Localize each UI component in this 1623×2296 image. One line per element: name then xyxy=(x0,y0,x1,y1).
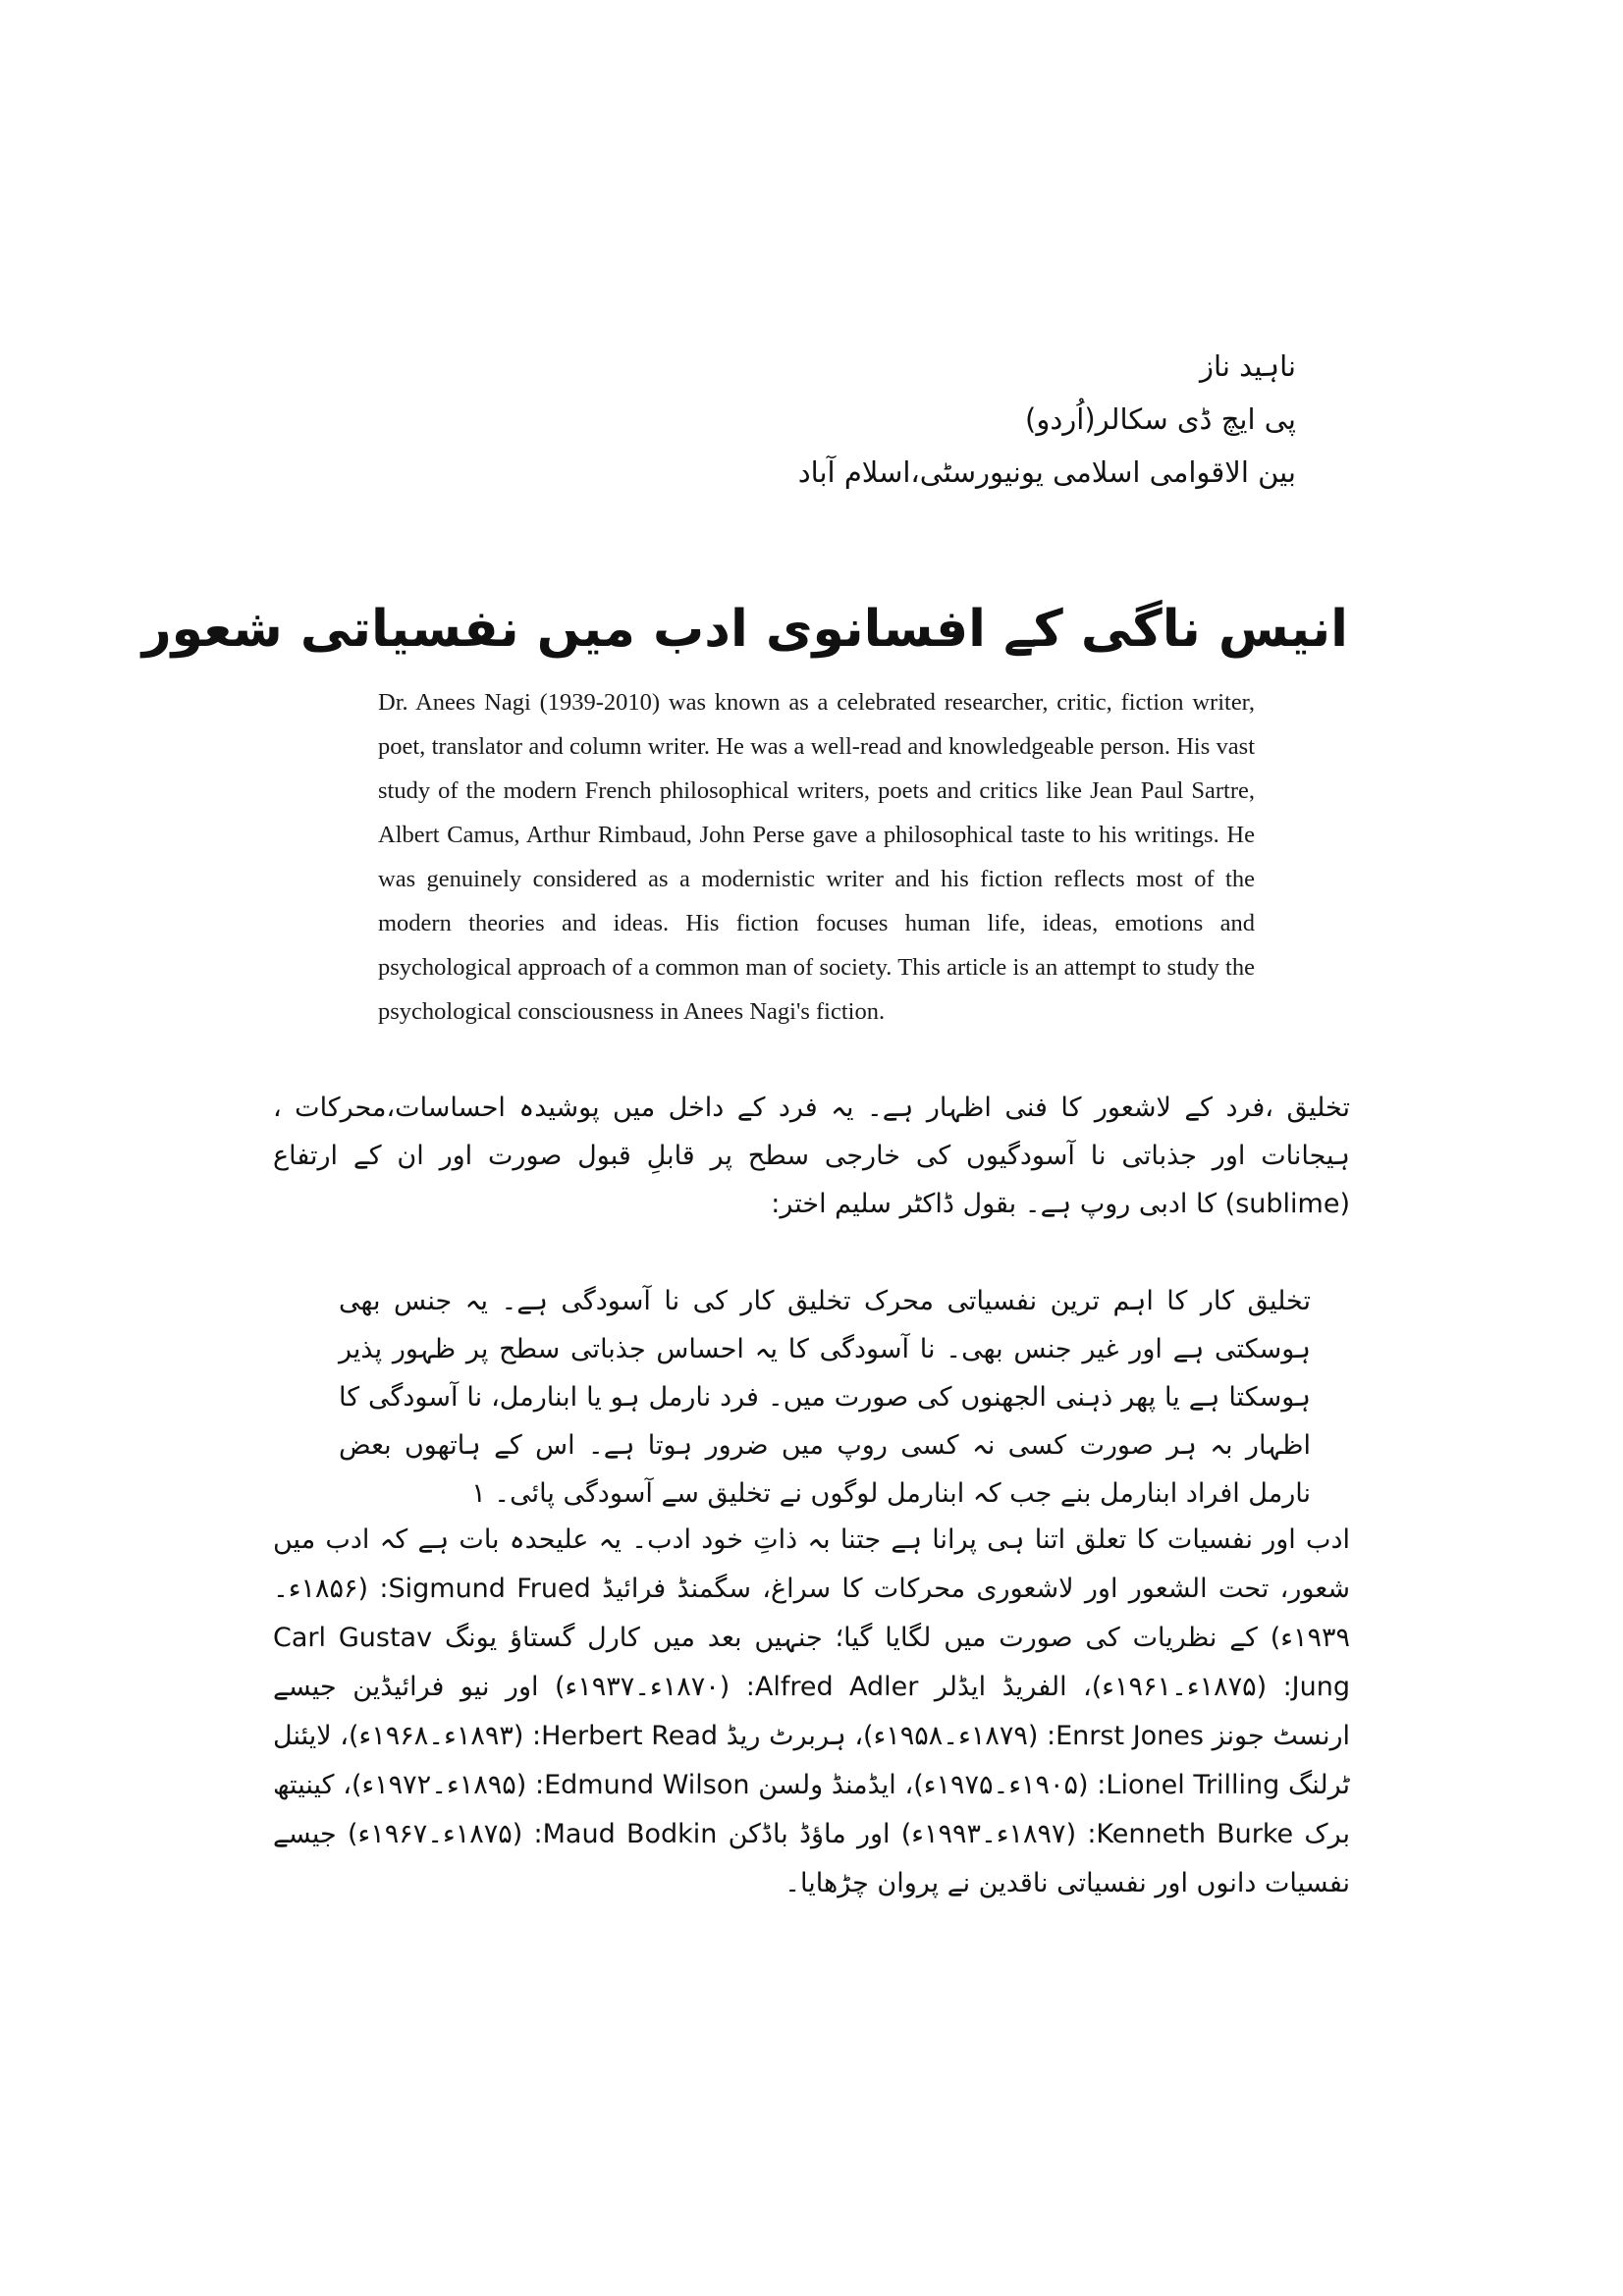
author-name: ناہید ناز xyxy=(1199,349,1296,383)
author-affiliation: بین الاقوامی اسلامی یونیورسٹی،اسلام آباد xyxy=(797,455,1296,489)
body-paragraph-2: ادب اور نفسیات کا تعلق اتنا ہی پرانا ہے جتنا بہ ذاتِ خود ادب۔ یہ علیحدہ بات ہے کہ ادب میں شعور، تحت الشعور اور لاشعوری محرکات کا سراغ، سگمنڈ فرائیڈ Sigmund Frued: (۱۸۵۶ء۔۱۹۳۹ء) کے نظریات کی صورت میں لگایا گیا؛ جنہیں بعد میں کارل گستاؤ یونگ Carl Gustav Jung: (۱۸۷۵ء۔۱۹۶۱ء)، الفریڈ ایڈلر Alfred Adler: (۱۸۷۰ء۔۱۹۳۷ء) اور نیو فرائیڈین جیسے ارنسٹ جونز Enrst Jones: (۱۸۷۹ء۔۱۹۵۸ء)، ہربرٹ ریڈ Herbert Read: (۱۸۹۳ء۔۱۹۶۸ء)، لایئنل ٹرلنگ Lionel Trilling: (۱۹۰۵ء۔۱۹۷۵ء)، ایڈمنڈ ولسن Edmund Wilson: (۱۸۹۵ء۔۱۹۷۲ء)، کینیتھ برک Kenneth Burke: (۱۸۹۷ء۔۱۹۹۳ء) اور ماؤڈ باڈکن Maud Bodkin: (۱۸۷۵ء۔۱۹۶۷ء) جیسے نفسیات دانوں اور نفسیاتی ناقدین نے پروان چڑھایا۔ xyxy=(273,1524,1351,1898)
author-block xyxy=(609,340,1296,499)
abstract: Dr. Anees Nagi (1939-2010) was known as a celebrated researcher, critic, fiction writer, poet, translator and column writer. He was a well-read and knowledgeable person. His vast study of the modern French philosophical writers, poets and critics like Jean Paul Sartre, Albert Camus, Arthur Rimbaud, John Perse gave a philosophical taste to his writings. He was genuinely considered as a modernistic writer and his fiction reflects most of the modern theories and ideas. His fiction focuses human life, ideas, emotions and psychological approach of a common man of society. This article is an attempt to study the psychological consciousness in Anees Nagi's fiction. xyxy=(378,689,1255,1025)
article-title: انیس ناگی کے افسانوی ادب میں نفسیاتی شعور xyxy=(141,600,1348,659)
body-paragraph-1: تخلیق ،فرد کے لاشعور کا فنی اظہار ہے۔ یہ فرد کے داخل میں پوشیدہ احساسات،محرکات ، ہیجانات اور جذباتی نا آسودگیوں کی خارجی سطح پر قابلِ قبول صورت اور ان کے ارتفاع (sublime) کا ادبی روپ ہے۔ بقول ڈاکٹر سلیم اختر: xyxy=(273,1093,1350,1219)
block-quotation: تخلیق کار کا اہم ترین نفسیاتی محرک تخلیق کار کی نا آسودگی ہے۔ یہ جنس بھی ہوسکتی ہے اور غیر جنس بھی۔ نا آسودگی کا یہ احساس جذباتی سطح پر ظہور پذیر ہوسکتا ہے یا پھر ذہنی الجھنوں کی صورت میں۔ فرد نارمل ہو یا ابنارمل، نا آسودگی کا اظہار بہ ہر صورت کسی نہ کسی روپ میں ضرور ہوتا ہے۔ اس کے ہاتھوں بعض نارمل افراد ابنارمل بنے جب کہ ابنارمل لوگوں نے تخلیق سے آسودگی پائی۔ ۱ xyxy=(339,1286,1311,1509)
author-designation: پی ایچ ڈی سکالر(اُردو) xyxy=(1025,402,1296,436)
